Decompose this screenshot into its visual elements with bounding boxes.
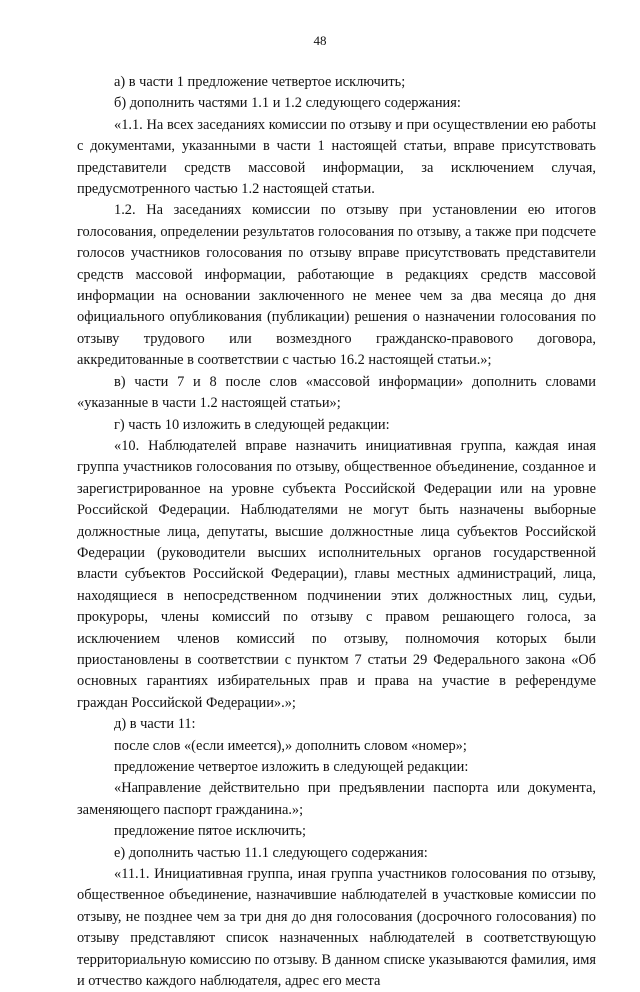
paragraph-e: е) дополнить частью 11.1 следующего содержания:: [114, 844, 428, 861]
document-body: [77, 72, 596, 992]
paragraph-d-2: предложение четвертое изложить в следующей редакции:: [114, 759, 469, 775]
paragraph-d: д) в части 11:: [114, 716, 196, 733]
paragraph-d-3: «Направление действительно при предъявлении паспорта или документа, заменяющего паспорт гражданина.»;: [77, 780, 596, 818]
paragraph-d-4: предложение пятое исключить;: [114, 823, 306, 840]
paragraph-part-11-1: «11.1. Инициативная группа, иная группа участников голосования по отзыву, общественное объединение, назначившие наблюдателей в участковые комиссии по отзыву, не позднее чем за три дня до дня голосования (досрочного голосования) по отзыву представляют список назначенных наблюдателей в соответствующую территориальную комиссию по отзыву. В данном списке указываются фамилия, имя и отчество каждого наблюдателя, адрес его места: [77, 866, 596, 990]
paragraph-v: в) части 7 и 8 после слов «массовой информации» дополнить словами «указанные в части 1.2 настоящей статьи»;: [77, 373, 596, 412]
paragraph-d-1: после слов «(если имеется),» дополнить словом «номер»;: [114, 737, 467, 754]
paragraph-part-1-2: 1.2. На заседаниях комиссии по отзыву при установлении ею итогов голосования, определении результатов голосования по отзыву, а также при подсчете голосов участников голосования по отзыву вправе присутствовать представители средств массовой информации, работающие в редакциях средств массовой информации на основании заключенного не менее чем за два месяца до дня официального опубликования (публикации) решения о назначении голосования по отзыву трудового или возмездного гражданско-правового договора, аккредитованные в соответствии с частью 16.2 настоящей статьи.»;: [77, 202, 596, 369]
paragraph-g: г) часть 10 изложить в следующей редакции:: [114, 416, 390, 433]
paragraph-b: б) дополнить частями 1.1 и 1.2 следующего содержания:: [114, 95, 461, 112]
paragraph-part-10: «10. Наблюдателей вправе назначить инициативная группа, каждая иная группа участников голосования по отзыву, общественное объединение, созданное и зарегистрированное на уровне субъекта Российской Федерации или на уровне Российской Федерации. Наблюдателями не могут быть назначены выборные должностные лица, депутаты, высшие должностные лица субъектов Российской Федерации (руководители высших исполнительных органов государственной власти субъектов Российской Федерации), главы местных администраций, лица, находящиеся в непосредственном подчинении этих должностных лиц, судьи, прокуроры, члены комиссий по отзыву с правом решающего голоса, за исключением членов комиссий по отзыву, полномочия которых были приостановлены в соответствии с пунктом 7 статьи 29 Федерального закона «Об основных гарантиях избирательных прав и права на участие в референдуме граждан Российской Федерации».»;: [77, 437, 596, 711]
page-number: 48: [313, 33, 327, 48]
paragraph-part-1-1: «1.1. На всех заседаниях комиссии по отзыву и при осуществлении ею работы с документами, указанными в части 1 настоящей статьи, вправе присутствовать представители средств массовой информации, за исключением случая, предусмотренного частью 1.2 настоящей статьи.: [77, 116, 596, 198]
paragraph-a: а) в части 1 предложение четвертое исключить;: [114, 74, 406, 90]
